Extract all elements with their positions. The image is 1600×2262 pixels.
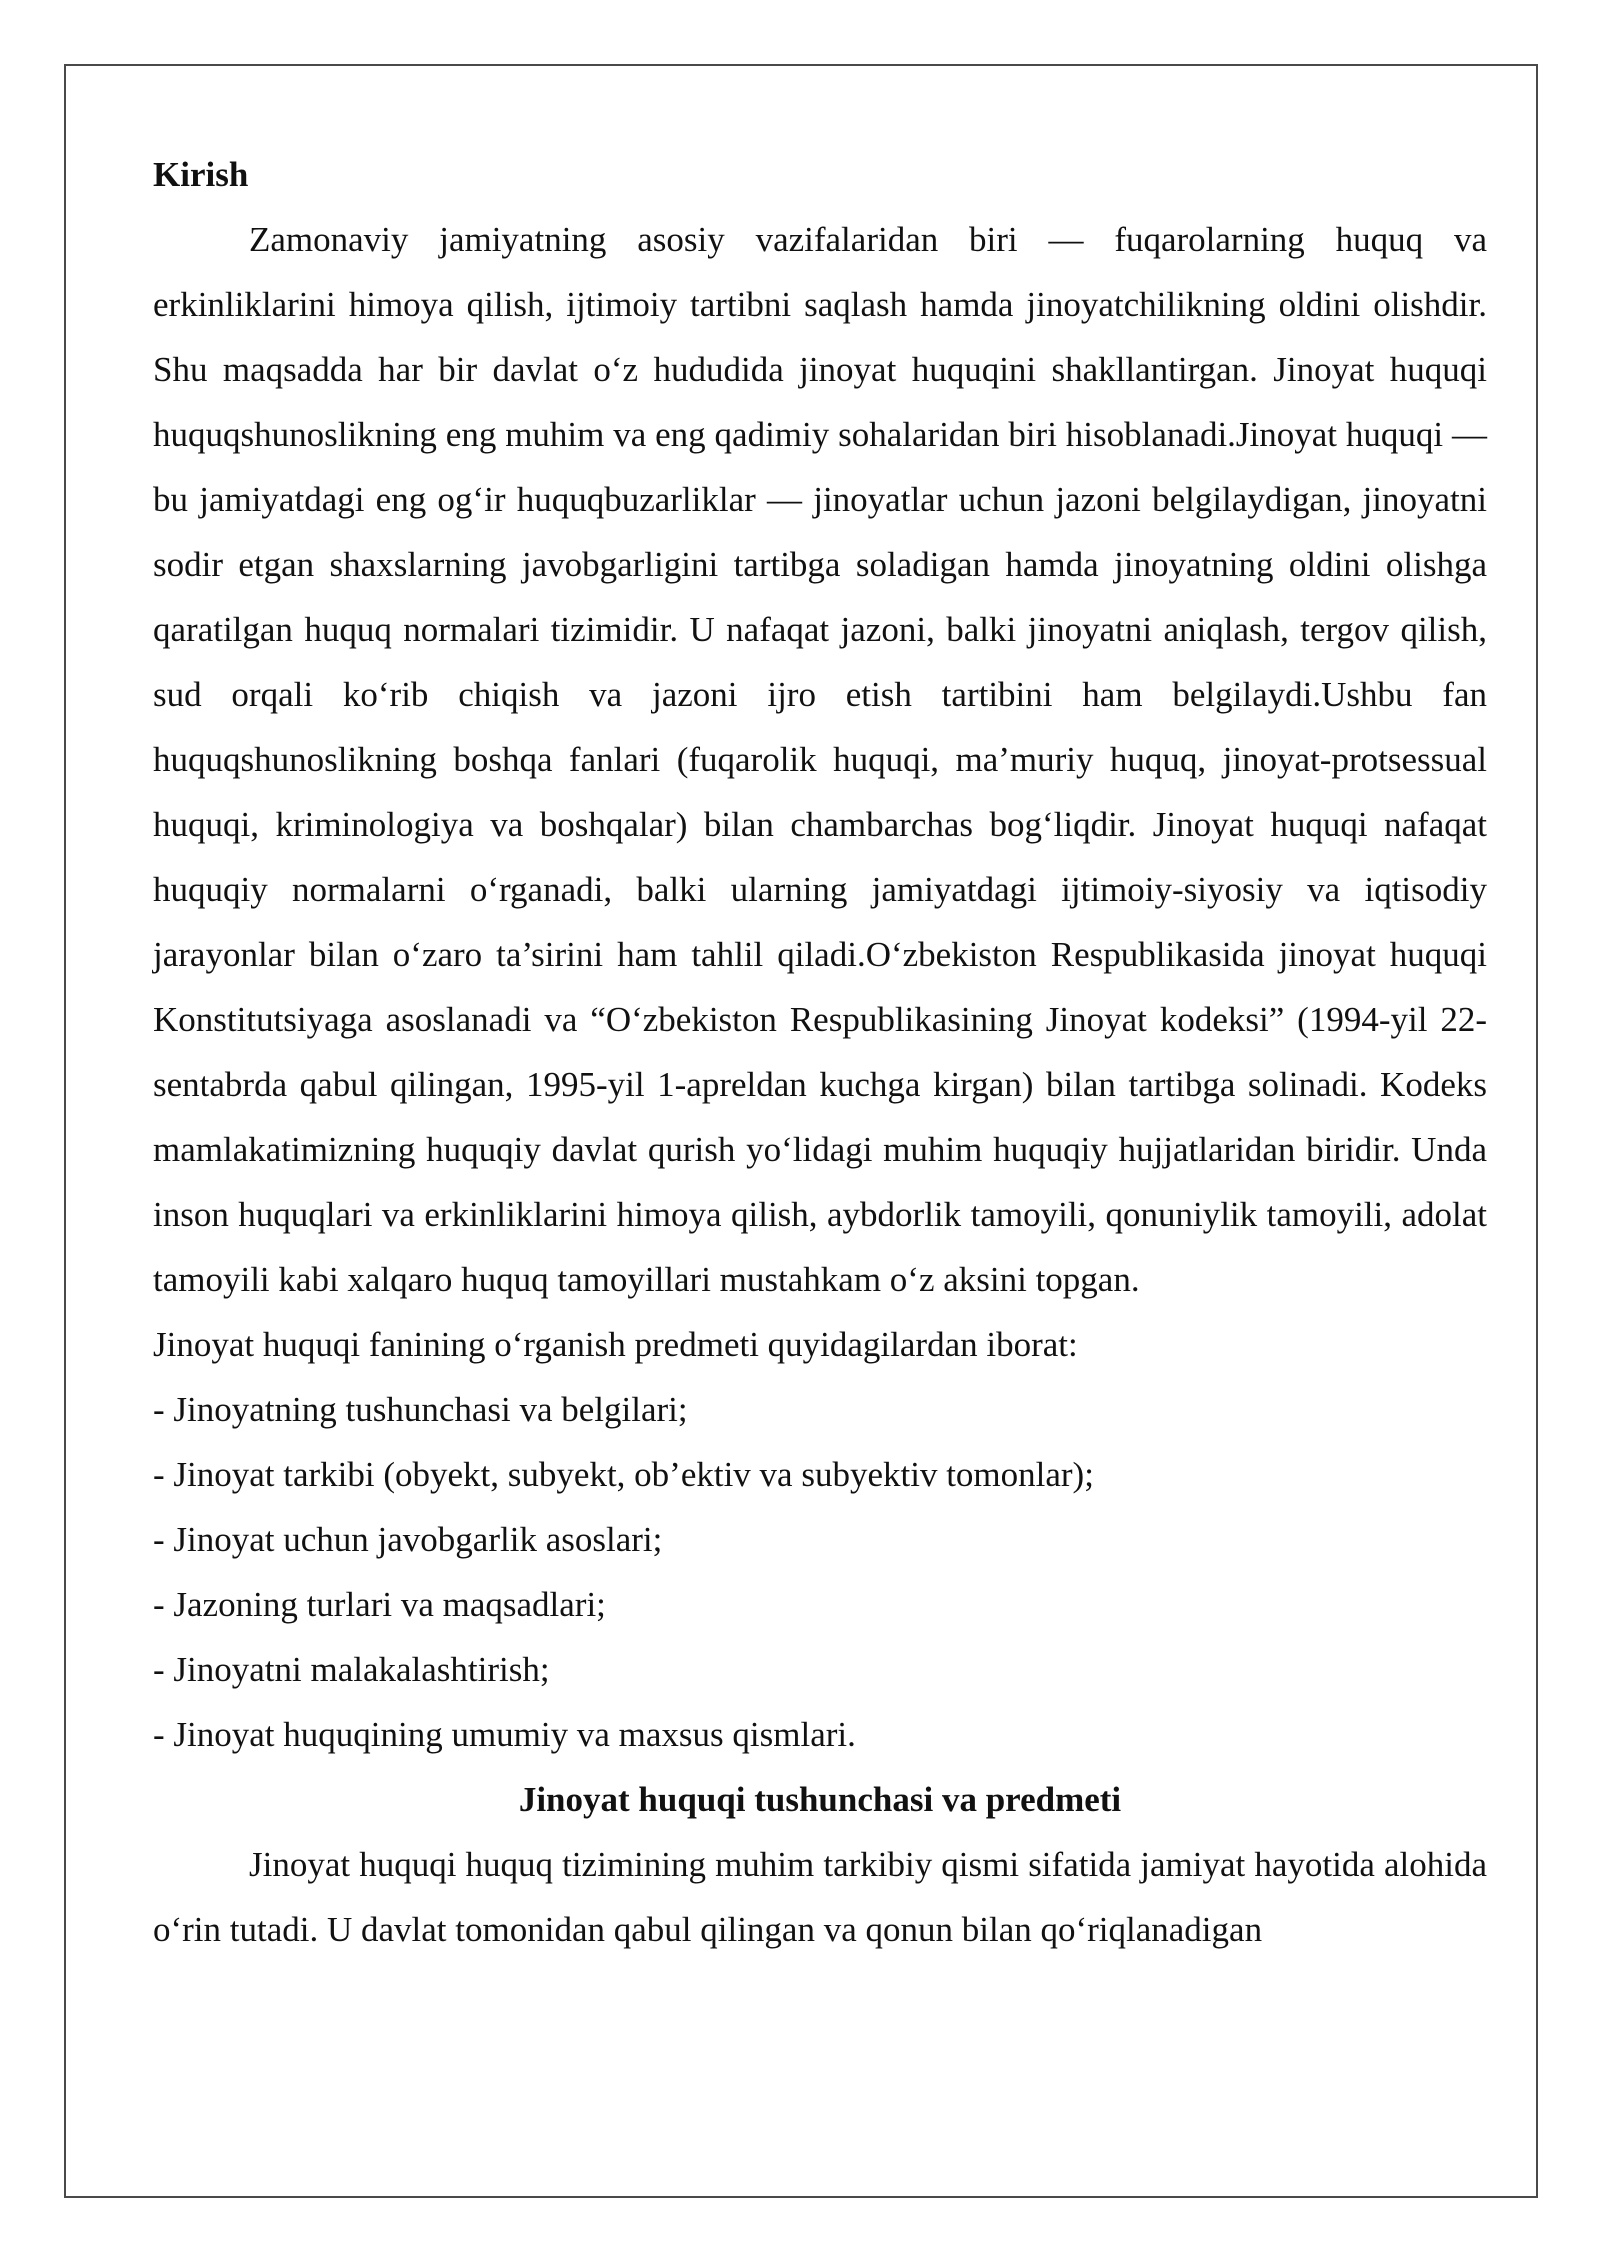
document-body bbox=[153, 142, 1487, 1962]
heading-intro: Kirish bbox=[153, 155, 249, 194]
list-intro: Jinoyat huquqi fanining o‘rganish predmeti quyidagilardan iborat: bbox=[153, 1325, 1078, 1364]
list-item: - Jinoyat huquqining umumiy va maxsus qismlari. bbox=[153, 1715, 856, 1754]
list-item: - Jinoyat uchun javobgarlik asoslari; bbox=[153, 1520, 663, 1559]
list-item: - Jinoyat tarkibi (obyekt, subyekt, ob’ektiv va subyektiv tomonlar); bbox=[153, 1455, 1094, 1494]
paragraph-section: Jinoyat huquqi huquq tizimining muhim tarkibiy qismi sifatida jamiyat hayotida alohida o‘rin tutadi. U davlat tomonidan qabul qilingan va qonun bilan qo‘riqlanadigan bbox=[153, 1845, 1487, 1949]
section-heading: Jinoyat huquqi tushunchasi va predmeti bbox=[518, 1780, 1122, 1819]
list-item: - Jinoyatni malakalashtirish; bbox=[153, 1650, 550, 1689]
list-item: - Jazoning turlari va maqsadlari; bbox=[153, 1585, 606, 1624]
list-item: - Jinoyatning tushunchasi va belgilari; bbox=[153, 1390, 688, 1429]
paragraph-intro: Zamonaviy jamiyatning asosiy vazifalaridan biri — fuqarolarning huquq va erkinliklarini himoya qilish, ijtimoiy tartibni saqlash hamda jinoyatchilikning oldini olishdir. Shu maqsadda har bir davlat o‘z hududida jinoyat huquqini shakllantirgan. Jinoyat huquqi huquqshunoslikning eng muhim va eng qadimiy sohalaridan biri hisoblanadi.Jinoyat huquqi — bu jamiyatdagi eng og‘ir huquqbuzarliklar — jinoyatlar uchun jazoni belgilaydigan, jinoyatni sodir etgan shaxslarning javobgarligini tartibga soladigan hamda jinoyatning oldini olishga qaratilgan huquq normalari tizimidir. U nafaqat jazoni, balki jinoyatni aniqlash, tergov qilish, sud orqali ko‘rib chiqish va jazoni ijro etish tartibini ham belgilaydi.Ushbu fan huquqshunoslikning boshqa fanlari (fuqarolik huquqi, ma’muriy huquq, jinoyat-protsessual huquqi, kriminologiya va boshqalar) bilan chambarchas bog‘liqdir. Jinoyat huquqi nafaqat huquqiy normalarni o‘rganadi, balki ularning jamiyatdagi ijtimoiy-siyosiy va iqtisodiy jarayonlar bilan o‘zaro ta’sirini ham tahlil qiladi.O‘zbekiston Respublikasida jinoyat huquqi Konstitutsiyaga asoslanadi va “O‘zbekiston Respublikasining Jinoyat kodeksi” (1994-yil 22-sentabrda qabul qilingan, 1995-yil 1-apreldan kuchga kirgan) bilan tartibga solinadi. Kodeks mamlakatimizning huquqiy davlat qurish yo‘lidagi muhim huquqiy hujjatlaridan biridir. Unda inson huquqlari va erkinliklarini himoya qilish, aybdorlik tamoyili, qonuniylik tamoyili, adolat tamoyili kabi xalqaro huquq tamoyillari mustahkam o‘z aksini topgan. bbox=[153, 220, 1487, 1299]
subject-list bbox=[153, 1377, 1487, 1767]
